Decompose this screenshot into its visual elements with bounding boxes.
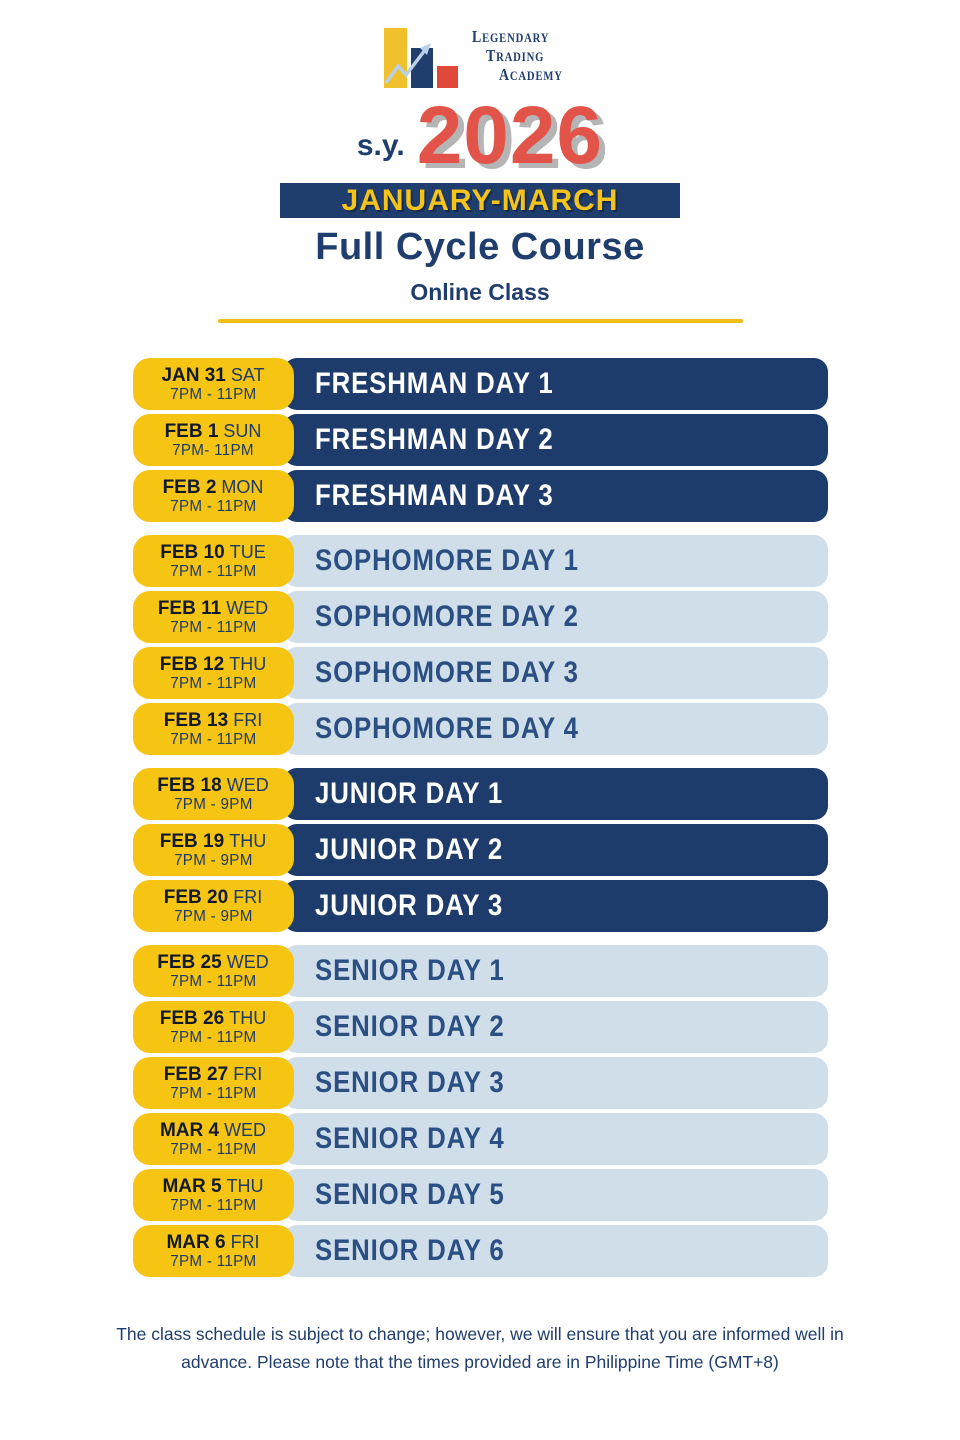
date-badge — [133, 945, 294, 997]
schedule-list — [133, 358, 828, 1277]
class-bar — [283, 535, 828, 587]
period-banner — [280, 183, 680, 218]
badge-date: FEB 2 — [162, 476, 217, 498]
class-bar — [283, 1225, 828, 1277]
date-badge — [133, 1169, 294, 1221]
badge-date: FEB 27 — [163, 1063, 229, 1085]
class-bar — [283, 647, 828, 699]
class-bar — [283, 703, 828, 755]
badge-time: 7PM - 9PM — [173, 796, 253, 814]
badge-date-line — [166, 1233, 259, 1254]
class-title: JUNIOR DAY 2 — [314, 833, 503, 867]
schedule-row — [133, 945, 828, 997]
badge-date-line — [158, 599, 268, 620]
class-title: SENIOR DAY 2 — [314, 1010, 505, 1044]
class-title: FRESHMAN DAY 2 — [314, 423, 554, 457]
badge-day: THU — [229, 653, 267, 674]
badge-time: 7PM - 9PM — [173, 908, 253, 926]
badge-date-line — [160, 1121, 266, 1142]
badge-time: 7PM - 11PM — [169, 1085, 257, 1103]
class-title: SOPHOMORE DAY 4 — [314, 712, 579, 746]
class-bar — [283, 880, 828, 932]
badge-date-line — [165, 422, 262, 443]
class-bar — [283, 1169, 828, 1221]
class-bar — [283, 768, 828, 820]
schedule-row — [133, 470, 828, 522]
badge-date: MAR 5 — [162, 1175, 222, 1197]
badge-date-line — [160, 543, 265, 564]
date-badge — [133, 647, 294, 699]
class-bar — [283, 824, 828, 876]
brand-name-line: LEGENDARY — [472, 27, 550, 46]
badge-time: 7PM- 11PM — [172, 442, 254, 460]
schedule-row — [133, 1225, 828, 1277]
yellow-divider — [218, 319, 743, 323]
period-label: JANUARY-MARCH — [341, 183, 619, 217]
badge-date: JAN 31 — [161, 364, 226, 386]
schedule-row — [133, 647, 828, 699]
schedule-row — [133, 1113, 828, 1165]
class-mode-label: Online Class — [410, 279, 550, 306]
badge-day: THU — [229, 1007, 267, 1028]
schedule-row — [133, 591, 828, 643]
class-title: SENIOR DAY 3 — [314, 1066, 505, 1100]
logo-chart-graphic — [383, 26, 463, 90]
badge-time: 7PM - 11PM — [169, 1253, 257, 1271]
year-text: 2026 — [416, 90, 604, 181]
badge-date-line — [160, 832, 266, 853]
date-badge — [133, 535, 294, 587]
badge-time: 7PM - 11PM — [169, 563, 257, 581]
badge-date-line — [164, 888, 262, 909]
badge-time: 7PM - 11PM — [169, 1029, 257, 1047]
badge-day: WED — [226, 951, 269, 972]
badge-time: 7PM - 11PM — [169, 973, 257, 991]
badge-day: WED — [224, 1119, 267, 1140]
class-title: SENIOR DAY 5 — [314, 1178, 505, 1212]
badge-date: FEB 13 — [163, 709, 229, 731]
schedule-disclaimer: The class schedule is subject to change; however, we will ensure that you are informed well in advance. Please note that the times provided are in Philippine Time (GMT+8) — [116, 1324, 844, 1372]
schedule-row — [133, 358, 828, 410]
brand-name-line: ACADEMY — [499, 65, 563, 84]
badge-date: FEB 10 — [160, 541, 225, 563]
date-badge — [133, 358, 294, 410]
badge-date-line — [164, 711, 262, 732]
badge-day: MON — [221, 476, 264, 497]
class-title: JUNIOR DAY 1 — [314, 777, 503, 811]
badge-date: FEB 1 — [164, 420, 219, 442]
badge-day: FRI — [233, 709, 263, 730]
badge-date-line — [162, 1177, 263, 1198]
date-badge — [133, 591, 294, 643]
badge-day: THU — [229, 830, 267, 851]
badge-date: MAR 4 — [159, 1119, 220, 1141]
course-title: Full Cycle Course — [315, 226, 645, 269]
class-title: SENIOR DAY 6 — [314, 1234, 505, 1268]
class-title: SOPHOMORE DAY 2 — [314, 600, 579, 634]
schedule-row — [133, 1057, 828, 1109]
date-badge — [133, 703, 294, 755]
badge-day: FRI — [233, 886, 263, 907]
school-year-heading — [0, 90, 960, 181]
date-badge — [133, 768, 294, 820]
class-bar — [283, 470, 828, 522]
class-bar — [283, 591, 828, 643]
brand-name-line: TRADING — [486, 46, 545, 65]
class-bar — [283, 1001, 828, 1053]
date-badge — [133, 880, 294, 932]
date-badge — [133, 1001, 294, 1053]
badge-date: FEB 20 — [163, 886, 229, 908]
date-badge — [133, 414, 294, 466]
schedule-row — [133, 414, 828, 466]
badge-time: 7PM - 11PM — [169, 386, 257, 404]
class-title: SENIOR DAY 1 — [314, 954, 505, 988]
badge-date-line — [161, 366, 264, 387]
badge-day: THU — [226, 1175, 264, 1196]
date-badge — [133, 1113, 294, 1165]
logo-red-bar — [437, 66, 458, 88]
class-bar — [283, 945, 828, 997]
schedule-row — [133, 703, 828, 755]
badge-date: FEB 25 — [157, 951, 222, 973]
badge-day: WED — [226, 597, 269, 618]
badge-time: 7PM - 11PM — [169, 675, 257, 693]
badge-date-line — [157, 776, 268, 797]
badge-day: SUN — [223, 420, 262, 441]
date-badge — [133, 824, 294, 876]
badge-date-line — [160, 1009, 266, 1030]
brand-logo — [0, 0, 960, 90]
class-title: SOPHOMORE DAY 3 — [314, 656, 579, 690]
badge-date-line — [163, 478, 264, 499]
badge-time: 7PM - 11PM — [169, 731, 257, 749]
date-badge — [133, 470, 294, 522]
badge-day: SAT — [230, 364, 265, 385]
class-title: SENIOR DAY 4 — [314, 1122, 505, 1156]
badge-time: 7PM - 11PM — [169, 619, 257, 637]
badge-date: FEB 11 — [157, 597, 222, 619]
sy-label: s.y. — [356, 129, 405, 163]
badge-day: FRI — [230, 1231, 260, 1252]
brand-name — [472, 26, 577, 85]
badge-date-line — [157, 953, 268, 974]
badge-date: MAR 6 — [166, 1231, 226, 1253]
badge-day: WED — [226, 774, 269, 795]
badge-time: 7PM - 9PM — [173, 852, 253, 870]
class-title: JUNIOR DAY 3 — [314, 889, 503, 923]
date-badge — [133, 1057, 294, 1109]
badge-day: TUE — [229, 541, 266, 562]
date-badge — [133, 1225, 294, 1277]
schedule-row — [133, 824, 828, 876]
badge-date: FEB 26 — [159, 1007, 225, 1029]
badge-date: FEB 18 — [157, 774, 222, 796]
badge-date: FEB 19 — [159, 830, 225, 852]
schedule-row — [133, 1001, 828, 1053]
schedule-row — [133, 535, 828, 587]
badge-date-line — [164, 1065, 262, 1086]
schedule-row — [133, 768, 828, 820]
badge-day: FRI — [233, 1063, 263, 1084]
badge-time: 7PM - 11PM — [169, 498, 257, 516]
badge-date: FEB 12 — [159, 653, 225, 675]
class-bar — [283, 358, 828, 410]
badge-time: 7PM - 11PM — [169, 1141, 257, 1159]
schedule-row — [133, 880, 828, 932]
class-bar — [283, 414, 828, 466]
class-title: FRESHMAN DAY 3 — [314, 479, 554, 513]
class-title: FRESHMAN DAY 1 — [314, 367, 554, 401]
badge-time: 7PM - 11PM — [169, 1197, 257, 1215]
badge-date-line — [160, 655, 266, 676]
class-title: SOPHOMORE DAY 1 — [314, 544, 579, 578]
class-bar — [283, 1057, 828, 1109]
class-bar — [283, 1113, 828, 1165]
schedule-row — [133, 1169, 828, 1221]
